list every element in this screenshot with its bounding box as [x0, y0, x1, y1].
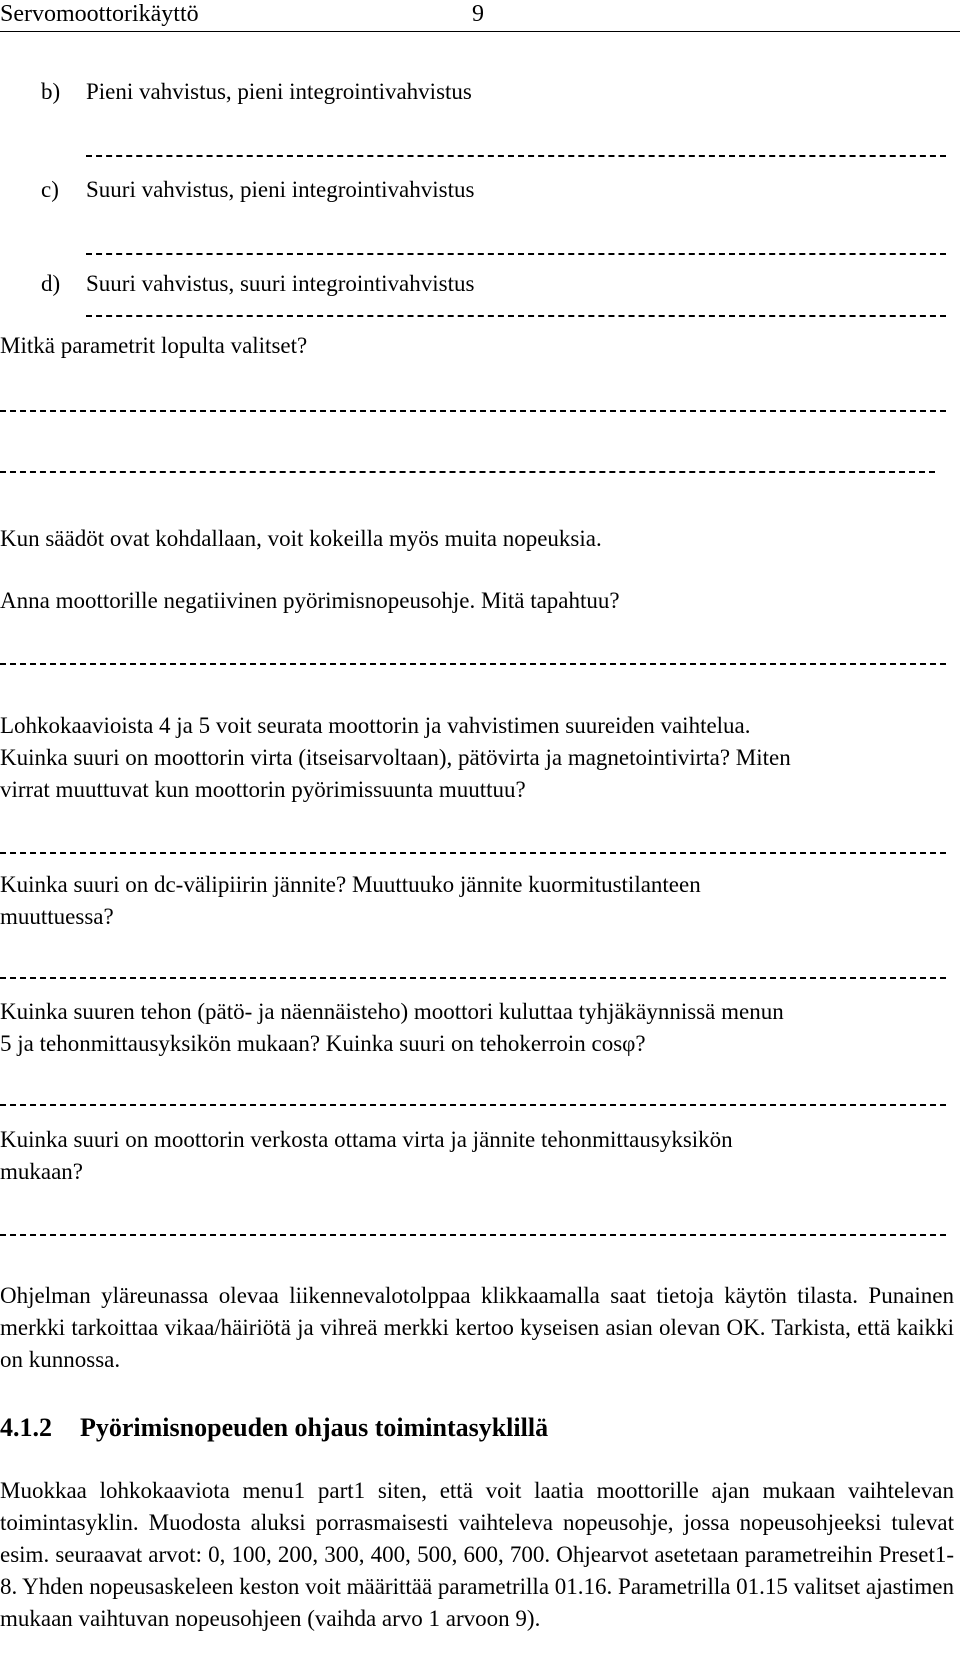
answer-line-q1a: [0, 410, 946, 412]
answer-line-q5: [0, 977, 946, 979]
answer-line-q3: [0, 663, 946, 665]
item-d-label: d): [41, 271, 61, 296]
page-header-title: Servomoottorikäyttö: [0, 1, 199, 27]
answer-line-b: [86, 155, 946, 157]
section-body: Muokkaa lohkokaaviota menu1 part1 siten, että voit laatia moottorille ajan mukaan vaihtelevan toimintasyklin. Muodosta aluksi porrasmaisesti vaihteleva nopeusohje, jossa nopeusohjeeksi tulevat esim. seuraavat arvot: 0, 100, 200, 300, 400, 500, 600, 700. Ohjearvot asetetaan parametreihin Preset1-8. Yhden nopeusaskeleen keston voit määrittää parametrilla 01.16. Parametrilla 01.15 valitset ajastimen mukaan vaihtuvan nopeusohjeen (vaihda arvo 1 arvoon 9).: [0, 1478, 954, 1631]
note-other-speeds: Kun säädöt ovat kohdallaan, voit kokeilla myös muita nopeuksia.: [0, 526, 602, 551]
item-b-text: Pieni vahvistus, pieni integrointivahvistus: [86, 79, 472, 104]
answer-line-c: [86, 253, 946, 255]
item-b-label: b): [41, 79, 61, 104]
question-parameters: Mitkä parametrit lopulta valitset?: [0, 333, 308, 358]
item-d-text: Suuri vahvistus, suuri integrointivahvistus: [86, 271, 475, 296]
question-grid-current-line2: mukaan?: [0, 1159, 84, 1184]
answer-line-q7: [0, 1234, 946, 1236]
question-power-line1: Kuinka suuren tehon (pätö- ja näennäisteho) moottori kuluttaa tyhjäkäynnissä menun: [0, 999, 784, 1024]
question-power-line2: 5 ja tehonmittausyksikön mukaan? Kuinka suuri on tehokerroin cosφ?: [0, 1031, 646, 1056]
question-block-diagrams-line3: virrat muuttuvat kun moottorin pyörimissuunta muuttuu?: [0, 777, 526, 802]
item-c-text: Suuri vahvistus, pieni integrointivahvistus: [86, 177, 475, 202]
question-block-diagrams-line1: Lohkokaavioista 4 ja 5 voit seurata moottorin ja vahvistimen suureiden vaihtelua.: [0, 713, 751, 738]
answer-line-q6: [0, 1104, 946, 1106]
answer-line-d: [86, 315, 946, 317]
question-dc-voltage-line2: muuttuessa?: [0, 904, 114, 929]
question-negative-speed: Anna moottorille negatiivinen pyörimisnopeusohje. Mitä tapahtuu?: [0, 588, 620, 613]
answer-line-q4: [0, 852, 946, 854]
page-number: 9: [472, 1, 484, 27]
item-c-label: c): [41, 177, 59, 202]
header-divider: [0, 31, 960, 32]
section-title: Pyörimisnopeuden ohjaus toimintasyklillä: [80, 1413, 549, 1442]
question-grid-current-line1: Kuinka suuri on moottorin verkosta ottama virta ja jännite tehonmittausyksikön: [0, 1127, 733, 1152]
answer-line-q1b: [0, 471, 935, 473]
question-dc-voltage-line1: Kuinka suuri on dc-välipiirin jännite? Muuttuuko jännite kuormitustilanteen: [0, 872, 701, 897]
question-block-diagrams-line2: Kuinka suuri on moottorin virta (itseisarvoltaan), pätövirta ja magnetointivirta? Miten: [0, 745, 791, 770]
section-number: 4.1.2: [0, 1413, 52, 1442]
status-paragraph: Ohjelman yläreunassa olevaa liikennevalotolppaa klikkaamalla saat tietoja käytön tilasta. Punainen merkki tarkoittaa vikaa/häiriötä ja vihreä merkki kertoo kyseisen asian olevan OK. Tarkista, että kaikki on kunnossa.: [0, 1283, 954, 1372]
